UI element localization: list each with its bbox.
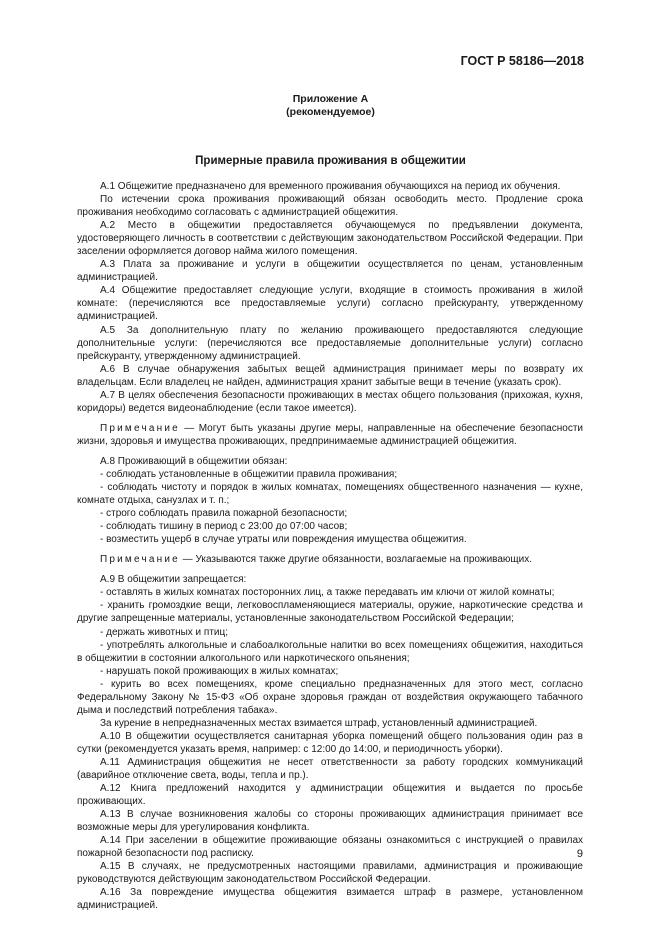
list-item: - курить во всех помещениях, кроме специально предназначенных для этого мест, согласно Федеральному Закону № 15-ФЗ «Об охране здоровья граждан от воздействия окружающего табачного дыма и последствий потребления табака». [77,678,583,716]
paragraph: А.1 Общежитие предназначено для временного проживания обучающихся на период их обучения. [100,181,561,192]
note-text: — Указываются также другие обязанности, возлагаемые на проживающих. [179,554,533,566]
paragraph: А.4 Общежитие предоставляет следующие услуги, входящие в стоимость проживания в жилой комнате: (перечисляются все предоставляемые услуги) согласно прейскуранту, утвержденному администрацией. [77,285,583,323]
list-item: - соблюдать чистоту и порядок в жилых комнатах, помещениях общественного назначения — кухне, комнате отдыха, санузлах и т. п.; [77,482,583,507]
paragraph: А.14 При заселении в общежитие проживающие обязаны ознакомиться с инструкцией о правилах пожарной безопасности под расписку. [77,835,583,860]
list-item: - употреблять алкогольные и слабоалкогольные напитки во всех помещениях общежития, находиться в общежитии в состоянии алкогольного или наркотического опьянения; [77,639,583,664]
annex-title: Приложение А [292,93,369,105]
page-number: 9 [576,848,583,860]
list-heading: А.9 В общежитии запрещается: [100,574,247,586]
list-item: - держать животных и птиц; [100,626,229,638]
paragraph: А.12 Книга предложений находится у администрации общежития и выдается по просьбе проживающих. [77,783,583,808]
list-heading: А.8 Проживающий в общежитии обязан: [100,455,288,467]
paragraph: А.13 В случае возникновения жалобы со стороны проживающих администрация принимает все возможные меры для урегулирования конфликта. [77,809,583,834]
note-label: Примечание [100,554,180,566]
note-text: — Могут быть указаны другие меры, направленные на обеспечение безопасности жизни, здоровья и имущества проживающих, предпринимаемые администрацией общежития. [77,422,583,447]
list-item: - оставлять в жилых комнатах посторонних лиц, а также передавать им ключи от жилой комнаты; [100,587,555,599]
paragraph: А.16 За повреждение имущества общежития взимается штраф в размере, установленном администрацией. [77,887,583,912]
document-body [77,180,583,913]
paragraph: А.10 В общежитии осуществляется санитарная уборка помещений общего пользования один раз в сутки (рекомендуется указать время, например: с 12:00 до 14:00, и периодичность уборки). [77,730,583,755]
section-title: Примерные правила проживания в общежитии [195,155,466,167]
paragraph: А.2 Место в общежитии предоставляется обучающемуся по предъявлении документа, удостоверяющего личность в соответствии с действующим законодательством Российской Федерации. При заселении оформляется договор найма жилого помещения. [77,220,583,258]
paragraph: А.15 В случаях, не предусмотренных настоящими правилами, администрация и проживающие руководствуются действующим законодательством Российской Федерации. [77,861,583,886]
list-item: - соблюдать установленные в общежитии правила проживания; [100,468,398,480]
list-item: - нарушать покой проживающих в жилых комнатах; [100,665,339,677]
standard-number: ГОСТ Р 58186—2018 [460,54,584,68]
list-item: - строго соблюдать правила пожарной безопасности; [100,508,348,520]
paragraph: А.6 В случае обнаружения забытых вещей администрация принимает меры по возврату их владельцам. Если владелец не найден, администрация хранит забытые вещи в течение (указать срок). [77,363,583,388]
list-item: - возместить ущерб в случае утраты или повреждения имущества общежития. [100,534,467,546]
paragraph: За курение в непредназначенных местах взимается штраф, установленный администрацией. [100,717,538,729]
list-item: - хранить громоздкие вещи, легковоспламеняющиеся материалы, оружие, наркотические средства и другие запрещенные материалы, установленные законодательством Российской Федерации; [77,600,583,625]
annex-subtitle: (рекомендуемое) [286,106,375,118]
note-paragraph [77,553,583,566]
paragraph: А.5 За дополнительную плату по желанию проживающего предоставляются следующие дополнительные услуги: (перечисляются все предоставляемые дополнительные услуги) согласно прейскуранту, утвержденному администрацией. [77,324,583,362]
paragraph: А.11 Администрация общежития не несет ответственности за работу городских коммуникаций (аварийное отключение света, воды, тепла и пр.). [77,756,583,782]
note-label: Примечание [100,422,180,434]
paragraph: А.3 Плата за проживание и услуги в общежитии осуществляется по ценам, установленным администрацией. [77,259,583,284]
paragraph: По истечении срока проживания проживающий обязан освободить место. Продление срока проживания необходимо согласовать с администрацией общежития. [77,194,583,219]
paragraph: А.7 В целях обеспечения безопасности проживающих в местах общего пользования (прихожая, кухня, коридоры) ведется видеонаблюдение (если такое имеется). [77,389,583,414]
note-paragraph [77,422,583,448]
list-item: - соблюдать тишину в период с 23:00 до 07:00 часов; [100,521,348,533]
